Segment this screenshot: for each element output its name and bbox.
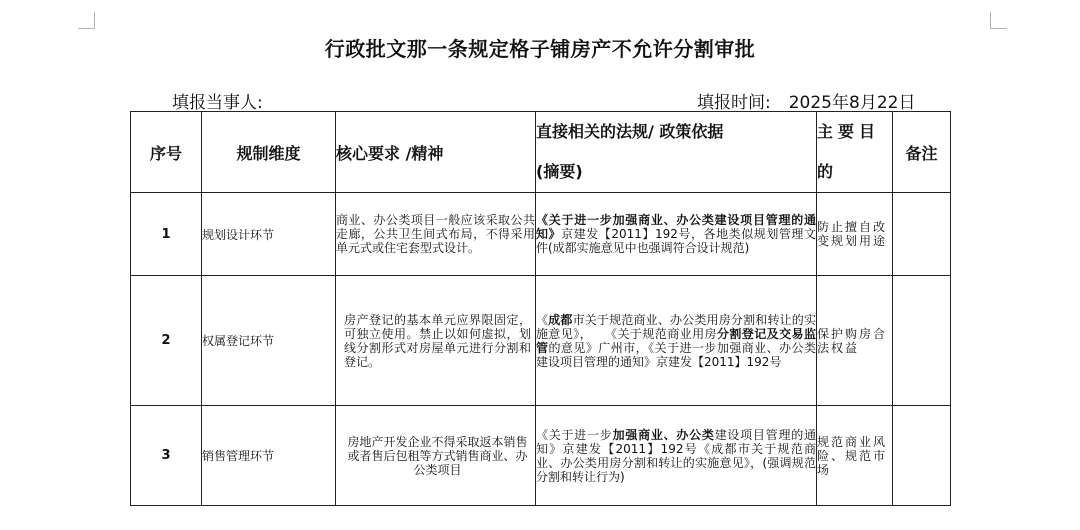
header-law bbox=[536, 112, 817, 193]
crop-mark-top-right bbox=[990, 12, 1007, 29]
row-core-requirement: 房产登记的基本单元应界限固定，可独立使用。禁止以如何虚拟，划线分割形式对房屋单元进行分割和登记。 bbox=[336, 276, 536, 406]
row-dimension: 权属登记环节 bbox=[202, 276, 336, 406]
law-text-segment: 成都 bbox=[548, 312, 573, 327]
law-text-segment: 建设项目管理的通知》京建发【2011】192号《成都市关于规范商业、办公类用房分割和转让的实施意见》，(强调规范分割和转让行为) bbox=[536, 427, 816, 484]
law-text-segment: 《关于进一步加强商业、办公类建设项目管理的通知》 bbox=[536, 213, 816, 241]
header-dimension: 规制维度 bbox=[202, 112, 336, 193]
table-header-row bbox=[131, 112, 951, 193]
row-goal: 规范商业风险、规范市场 bbox=[817, 406, 893, 506]
time-label: 填报时间: bbox=[697, 93, 771, 113]
party-label: 填报当事人: bbox=[172, 93, 263, 113]
law-text-segment: 市关于规范商业、办公类用房分割和转让的实施意见》， 《关于规范商业用房 bbox=[536, 312, 816, 341]
row-law-basis bbox=[536, 276, 817, 406]
row-goal: 防止擅自改变规划用途 bbox=[817, 193, 893, 276]
header-goal-line1: 主要目 bbox=[817, 122, 881, 141]
row-law-basis bbox=[536, 193, 817, 276]
row-note bbox=[893, 193, 951, 276]
law-text-segment: 京建发【2011】192号，各地类似规划管理文件(成都实施意见中也强调符合设计规范) bbox=[536, 227, 816, 255]
row-core-requirement: 房地产开发企业不得采取返本销售或者售后包租等方式销售商业、办公类项目 bbox=[336, 406, 536, 506]
row-goal: 保护购房合法权益 bbox=[817, 276, 893, 406]
row-seq: 2 bbox=[131, 276, 202, 406]
table-row bbox=[131, 193, 951, 276]
header-goal-line2: 的 bbox=[817, 162, 839, 181]
header-core: 核心要求 /精神 bbox=[336, 112, 536, 193]
fill-date: 2025年8月22日 bbox=[788, 93, 916, 113]
law-text-segment: 的意见》广州市，《关于进一步加强商业、办公类建设项目管理的通知》京建发【2011】192号 bbox=[536, 340, 816, 369]
law-text-segment: 分割登记及交易监管 bbox=[536, 326, 816, 355]
row-note bbox=[893, 406, 951, 506]
row-seq: 1 bbox=[131, 193, 202, 276]
table-row bbox=[131, 406, 951, 506]
header-goal bbox=[817, 112, 893, 193]
header-note: 备注 bbox=[893, 112, 951, 193]
law-text-segment: 加强商业、办公类 bbox=[612, 427, 715, 442]
law-text-segment: 《关于进一步 bbox=[536, 427, 613, 442]
row-note bbox=[893, 276, 951, 406]
row-law-basis bbox=[536, 406, 817, 506]
document-title: 行政批文那一条规定格子铺房产不允许分割审批 bbox=[324, 37, 756, 61]
crop-mark-top-left bbox=[78, 12, 95, 29]
fill-time bbox=[697, 88, 915, 113]
row-seq: 3 bbox=[131, 406, 202, 506]
law-text-segment: 《 bbox=[536, 312, 549, 327]
row-core-requirement: 商业、办公类项目一般应该采取公共走廊，公共卫生间式布局，不得采用单元式或住宅套型式设计。 bbox=[336, 193, 536, 276]
table-row bbox=[131, 276, 951, 406]
row-dimension: 销售管理环节 bbox=[202, 406, 336, 506]
header-seq: 序号 bbox=[131, 112, 202, 193]
row-dimension: 规划设计环节 bbox=[202, 193, 336, 276]
regulation-table bbox=[130, 111, 951, 506]
header-law-line2: (摘要) bbox=[536, 162, 583, 181]
header-law-line1: 直接相关的法规/ 政策依据 bbox=[536, 122, 724, 141]
